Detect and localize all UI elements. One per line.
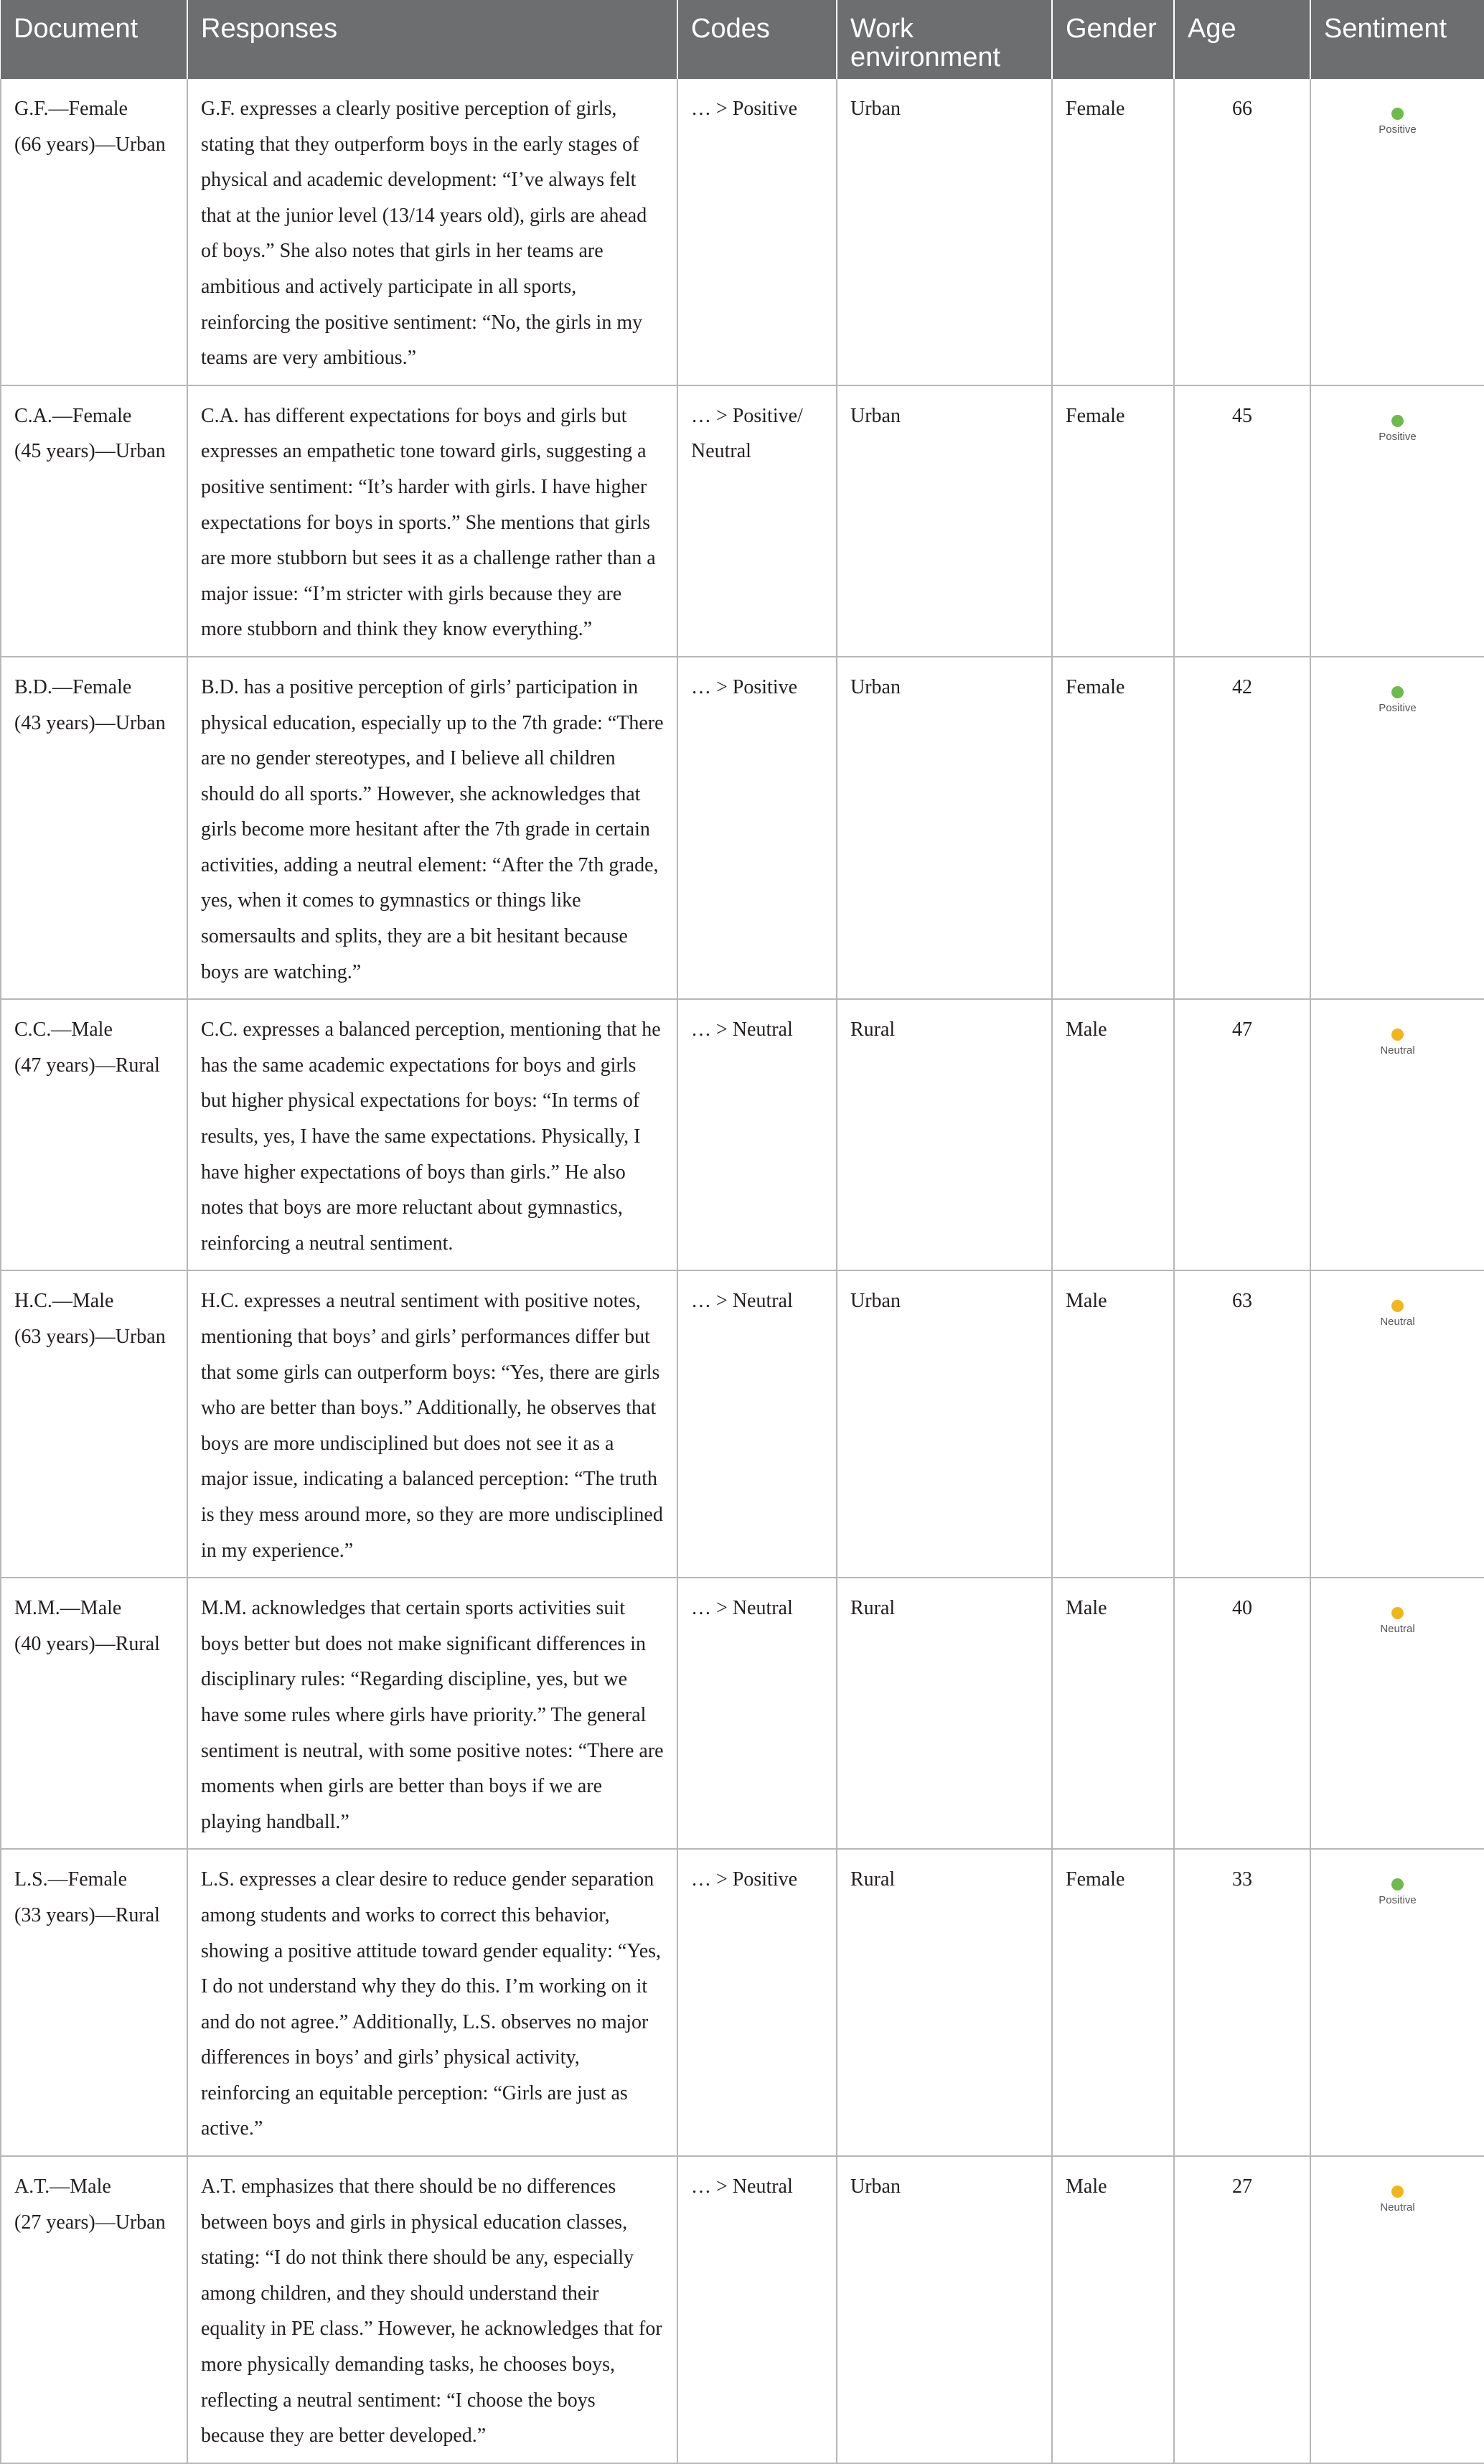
positive-dot-icon: [1391, 108, 1404, 120]
cell-document: [1, 1578, 187, 1849]
sentiment-label: Positive: [1379, 430, 1417, 443]
cell-gender: Male: [1052, 2156, 1174, 2463]
doc-name: L.S.—Female: [14, 1868, 128, 1891]
cell-document: [1, 2156, 187, 2463]
cell-work-environment: Urban: [837, 385, 1052, 657]
cell-sentiment: [1310, 79, 1484, 385]
cell-document: [1, 999, 187, 1270]
cell-codes: … > Neutral: [677, 999, 837, 1270]
doc-meta: (45 years)—Urban: [14, 440, 166, 463]
header-work-environment: Work environment: [837, 0, 1052, 79]
cell-sentiment: [1310, 1849, 1484, 2156]
table-row: [1, 1578, 1484, 1849]
cell-gender: Male: [1052, 1270, 1174, 1578]
table-row: [1, 1270, 1484, 1578]
cell-sentiment: [1310, 1270, 1484, 1578]
cell-document: [1, 657, 187, 999]
neutral-dot-icon: [1391, 2186, 1404, 2198]
table-body: [1, 79, 1484, 2463]
cell-document: [1, 385, 187, 657]
cell-sentiment: [1310, 999, 1484, 1270]
cell-work-environment: Urban: [837, 2156, 1052, 2463]
doc-name: A.T.—Male: [14, 2175, 111, 2198]
cell-work-environment: Rural: [837, 1849, 1052, 2156]
cell-gender: Male: [1052, 999, 1174, 1270]
cell-response: B.D. has a positive perception of girls’ participation in physical education, especially up to the 7th grade: “There are no gender stereotypes, and I believe all children should do all sports.” However, she acknowledges that girls become more hesitant after the 7th grade in certain activities, adding a neutral element: “After the 7th grade, yes, when it comes to gymnastics or things like somersaults and splits, they are a bit hesitant because boys are watching.”: [187, 657, 677, 999]
cell-work-environment: Urban: [837, 79, 1052, 385]
table-row: [1, 657, 1484, 999]
sentiment-label: Positive: [1379, 1894, 1417, 1907]
cell-gender: Male: [1052, 1578, 1174, 1849]
cell-age: 66: [1174, 79, 1310, 385]
cell-codes: … > Neutral: [677, 2156, 837, 2463]
cell-work-environment: Urban: [837, 657, 1052, 999]
cell-work-environment: Urban: [837, 1270, 1052, 1578]
cell-age: 42: [1174, 657, 1310, 999]
table-row: [1, 385, 1484, 657]
doc-meta: (47 years)—Rural: [14, 1054, 160, 1077]
cell-age: 47: [1174, 999, 1310, 1270]
sentiment-label: Neutral: [1380, 1044, 1415, 1057]
cell-age: 63: [1174, 1270, 1310, 1578]
positive-dot-icon: [1391, 415, 1404, 427]
cell-response: G.F. expresses a clearly positive perception of girls, stating that they outperform boys in the early stages of physical and academic development: “I’ve always felt that at the junior level (13/14 years old), girls are ahead of boys.” She also notes that girls in her teams are ambitious and actively participate in all sports, reinforcing the positive sentiment: “No, the girls in my teams are very ambitious.”: [187, 79, 677, 385]
table-row: [1, 1849, 1484, 2156]
doc-name: M.M.—Male: [14, 1597, 122, 1620]
doc-name: C.C.—Male: [14, 1018, 113, 1041]
cell-codes: … > Positive/ Neutral: [677, 385, 837, 657]
cell-sentiment: [1310, 657, 1484, 999]
cell-gender: Female: [1052, 1849, 1174, 2156]
cell-age: 40: [1174, 1578, 1310, 1849]
doc-meta: (33 years)—Rural: [14, 1903, 160, 1926]
table-row: [1, 999, 1484, 1270]
doc-name: G.F.—Female: [14, 98, 128, 120]
sentiment-label: Neutral: [1380, 1623, 1415, 1636]
doc-meta: (40 years)—Rural: [14, 1632, 160, 1655]
cell-gender: Female: [1052, 79, 1174, 385]
cell-response: L.S. expresses a clear desire to reduce gender separation among students and works to correct this behavior, showing a positive attitude toward gender equality: “Yes, I do not understand why they do this. I’m working on it and do not agree.” Additionally, L.S. observes no major differences in boys’ and girls’ physical activity, reinforcing an equitable perception: “Girls are just as active.”: [187, 1849, 677, 2156]
cell-age: 33: [1174, 1849, 1310, 2156]
cell-response: C.A. has different expectations for boys and girls but expresses an empathetic tone toward girls, suggesting a positive sentiment: “It’s harder with girls. I have higher expectations for boys in sports.” She mentions that girls are more stubborn but sees it as a challenge rather than a major issue: “I’m stricter with girls because they are more stubborn and think they know everything.”: [187, 385, 677, 657]
sentiment-label: Neutral: [1380, 2201, 1415, 2214]
doc-name: H.C.—Male: [14, 1290, 114, 1313]
cell-gender: Female: [1052, 657, 1174, 999]
cell-sentiment: [1310, 385, 1484, 657]
table-row: [1, 79, 1484, 385]
cell-response: A.T. emphasizes that there should be no differences between boys and girls in physical education classes, stating: “I do not think there should be any, especially among children, and they should understand their equality in PE class.” However, he acknowledges that for more physically demanding tasks, he chooses boys, reflecting a neutral sentiment: “I choose the boys because they are better developed.”: [187, 2156, 677, 2463]
doc-meta: (27 years)—Urban: [14, 2211, 166, 2234]
cell-sentiment: [1310, 1578, 1484, 1849]
cell-document: [1, 79, 187, 385]
neutral-dot-icon: [1391, 1029, 1404, 1041]
cell-response: M.M. acknowledges that certain sports activities suit boys better but does not make significant differences in disciplinary rules: “Regarding discipline, yes, but we have some rules where girls have priority.” The general sentiment is neutral, with some positive notes: “There are moments when girls are better than boys if we are playing handball.”: [187, 1578, 677, 1849]
header-responses: Responses: [187, 0, 677, 79]
header-age: Age: [1174, 0, 1310, 79]
cell-age: 27: [1174, 2156, 1310, 2463]
cell-response: H.C. expresses a neutral sentiment with positive notes, mentioning that boys’ and girls’ performances differ but that some girls can outperform boys: “Yes, there are girls who are better than boys.” Additionally, he observes that boys are more undisciplined but does not see it as a major issue, indicating a balanced perception: “The truth is they mess around more, so they are more undisciplined in my experience.”: [187, 1270, 677, 1578]
cell-document: [1, 1849, 187, 2156]
cell-codes: … > Neutral: [677, 1578, 837, 1849]
doc-name: B.D.—Female: [14, 675, 132, 698]
neutral-dot-icon: [1391, 1607, 1404, 1619]
cell-codes: … > Positive: [677, 1849, 837, 2156]
cell-response: C.C. expresses a balanced perception, mentioning that he has the same academic expectations for boys and girls but higher physical expectations for boys: “In terms of results, yes, I have the same expectations. Physically, I have higher expectations of boys than girls.” He also notes that boys are more reluctant about gymnastics, reinforcing a neutral sentiment.: [187, 999, 677, 1270]
table-row: [1, 2156, 1484, 2463]
sentiment-label: Positive: [1379, 123, 1417, 136]
cell-codes: … > Positive: [677, 79, 837, 385]
doc-name: C.A.—Female: [14, 404, 132, 427]
neutral-dot-icon: [1391, 1300, 1404, 1312]
cell-work-environment: Rural: [837, 999, 1052, 1270]
cell-codes: … > Neutral: [677, 1270, 837, 1578]
cell-document: [1, 1270, 187, 1578]
header-sentiment: Sentiment: [1310, 0, 1484, 79]
cell-sentiment: [1310, 2156, 1484, 2463]
sentiment-label: Neutral: [1380, 1316, 1415, 1329]
cell-work-environment: Rural: [837, 1578, 1052, 1849]
doc-meta: (66 years)—Urban: [14, 133, 166, 156]
header-gender: Gender: [1052, 0, 1174, 79]
cell-codes: … > Positive: [677, 657, 837, 999]
cell-gender: Female: [1052, 385, 1174, 657]
positive-dot-icon: [1391, 1878, 1404, 1891]
sentiment-label: Positive: [1379, 701, 1417, 714]
table-header: [1, 0, 1484, 79]
doc-meta: (43 years)—Urban: [14, 711, 166, 734]
cell-age: 45: [1174, 385, 1310, 657]
header-codes: Codes: [677, 0, 837, 79]
doc-meta: (63 years)—Urban: [14, 1326, 166, 1348]
header-document: Document: [1, 0, 187, 79]
positive-dot-icon: [1391, 686, 1404, 698]
